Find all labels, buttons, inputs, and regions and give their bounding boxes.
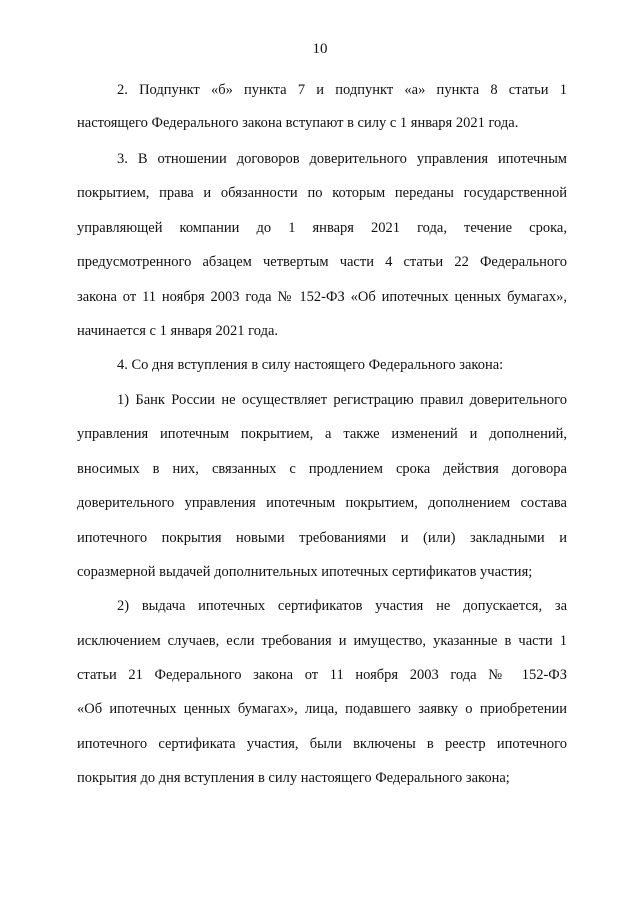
item-2-line-4: «Об ипотечных ценных бумагах», лица, подавшего заявку о приобретении: [77, 701, 567, 717]
item-1-line-5: ипотечного покрытия новыми требованиями и (или) закладными и: [77, 530, 567, 546]
item-1-line-1: 1) Банк России не осуществляет регистрацию правил доверительного: [117, 392, 567, 408]
paragraph-3-line-5: закона от 11 ноября 2003 года № 152-ФЗ «Об ипотечных ценных бумагах»,: [77, 289, 567, 305]
item-2-line-6: покрытия до дня вступления в силу настоящего Федерального закона;: [77, 770, 510, 786]
item-2-line-2: исключением случаев, если требования и имущество, указанные в части 1: [77, 633, 567, 649]
paragraph-4-line-1: 4. Со дня вступления в силу настоящего Федерального закона:: [117, 357, 504, 373]
item-2-line-1: 2) выдача ипотечных сертификатов участия не допускается, за: [117, 598, 567, 614]
paragraph-2-line-2: настоящего Федерального закона вступают в силу с 1 января 2021 года.: [77, 115, 519, 131]
item-1-line-3: вносимых в них, связанных с продлением срока действия договора: [77, 461, 567, 477]
paragraph-3-line-1: 3. В отношении договоров доверительного управления ипотечным: [117, 151, 567, 167]
paragraph-3-line-4: предусмотренного абзацем четвертым части 4 статьи 22 Федерального: [77, 254, 567, 270]
item-1-line-6: соразмерной выдачей дополнительных ипотечных сертификатов участия;: [77, 564, 533, 580]
page-number: 10: [312, 41, 328, 57]
paragraph-2-line-1: 2. Подпункт «б» пункта 7 и подпункт «а» пункта 8 статьи 1: [117, 82, 567, 98]
paragraph-3-line-2: покрытием, права и обязанности по которым переданы государственной: [77, 185, 567, 201]
paragraph-3-line-6: начинается с 1 января 2021 года.: [77, 323, 279, 339]
item-2-line-5: ипотечного сертификата участия, были включены в реестр ипотечного: [77, 736, 567, 752]
item-1-line-2: управления ипотечным покрытием, а также изменений и дополнений,: [77, 426, 567, 442]
paragraph-3-line-3: управляющей компании до 1 января 2021 года, течение срока,: [77, 220, 567, 236]
item-2-line-3: статьи 21 Федерального закона от 11 ноября 2003 года № 152-ФЗ: [77, 667, 567, 683]
item-1-line-4: доверительного управления ипотечным покрытием, дополнением состава: [77, 495, 567, 511]
